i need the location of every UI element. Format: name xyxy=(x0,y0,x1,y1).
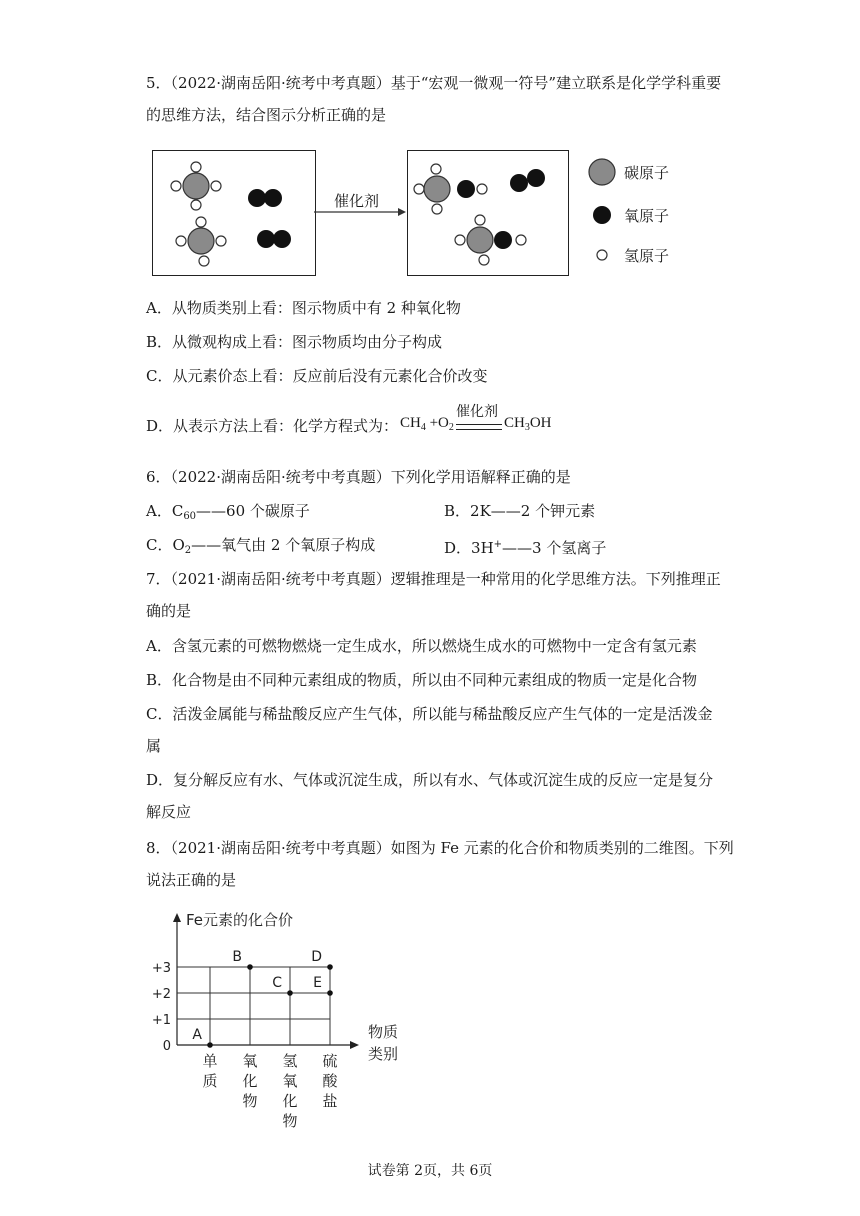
page-footer: 试卷第 2页，共 6页 xyxy=(367,1163,493,1179)
eq-sub4: 4 xyxy=(420,422,426,433)
q6-option-c xyxy=(146,535,375,561)
category-label: 氢 xyxy=(282,1052,298,1070)
q6-c-post: ——氧气由 2 个氧原子构成 xyxy=(191,536,376,554)
q6-d-sup: + xyxy=(493,539,503,550)
point-label-D: D xyxy=(311,949,322,965)
legend-oxygen-label: 氧原子 xyxy=(624,207,670,225)
x-axis-label: 类别 xyxy=(368,1045,399,1063)
q8-stem-line2: 说法正确的是 xyxy=(146,871,237,889)
category-label: 硫 xyxy=(322,1052,338,1070)
eq-plus-o: +O xyxy=(425,415,449,431)
q6-d-post: ——3 个氢离子 xyxy=(502,539,607,557)
products-box xyxy=(407,150,569,276)
point-label-B: B xyxy=(232,949,242,965)
q7-option-c-line2: 属 xyxy=(146,737,162,755)
catalyst-label: 催化剂 xyxy=(334,192,380,210)
q5-option-d xyxy=(146,416,398,436)
q5-stem-line2: 的思维方法，结合图示分析正确的是 xyxy=(146,106,387,124)
eq-equals-sign xyxy=(456,424,502,430)
category-label: 化 xyxy=(282,1092,298,1110)
q5-option-c: C．从元素价态上看：反应前后没有元素化合价改变 xyxy=(146,367,488,385)
data-point-C xyxy=(287,990,293,996)
point-label-A: A xyxy=(192,1027,202,1043)
reactants-box xyxy=(152,150,316,276)
y-axis-arrow xyxy=(173,913,181,922)
category-label: 氧 xyxy=(242,1052,258,1070)
q6-a-post: ——60 个碳原子 xyxy=(196,502,310,520)
category-label: 质 xyxy=(202,1072,218,1090)
y-tick-label: +2 xyxy=(151,987,171,1002)
y-tick-label: +1 xyxy=(151,1013,171,1028)
oxygen-molecule xyxy=(257,230,291,248)
q6-option-b: B．2K——2 个钾元素 xyxy=(444,502,596,520)
q6-d-pre: D．3H xyxy=(444,539,494,557)
q6-a-pre: A．C xyxy=(146,502,184,520)
q6-c-pre: C．O xyxy=(146,536,185,554)
q5-option-b: B．从微观构成上看：图示物质均由分子构成 xyxy=(146,333,443,351)
q7-stem-line2: 确的是 xyxy=(146,602,192,620)
oxygen-molecule xyxy=(510,169,545,192)
q7-option-a: A．含氢元素的可燃物燃烧一定生成水，所以燃烧生成水的可燃物中一定含有氢元素 xyxy=(146,637,697,655)
q7-option-d-line2: 解反应 xyxy=(146,803,192,821)
methane-molecule xyxy=(176,217,226,266)
oxygen-molecule xyxy=(248,189,282,207)
point-label-C: C xyxy=(272,975,282,991)
legend-carbon-label: 碳原子 xyxy=(624,164,670,182)
eq-rhs-oh: OH xyxy=(529,415,552,431)
reaction-diagram xyxy=(0,0,860,290)
q7-stem-line1: 7．（2021·湖南岳阳·统考中考真题）逻辑推理是一种常用的化学思维方法。下列推理正 xyxy=(146,570,721,588)
eq-ch: CH xyxy=(400,415,421,431)
category-label: 物 xyxy=(282,1112,298,1130)
q6-c-sub: 2 xyxy=(184,545,192,556)
category-label: 单 xyxy=(202,1052,218,1070)
category-label: 氧 xyxy=(282,1072,298,1090)
carbon-atom-icon xyxy=(589,159,615,185)
methane-molecule xyxy=(171,162,221,210)
methanol-molecule xyxy=(455,215,526,265)
q8-stem-line1: 8．（2021·湖南岳阳·统考中考真题）如图为 Fe 元素的化合价和物质类别的二维图。下列 xyxy=(146,839,734,857)
data-point-B xyxy=(247,964,253,970)
eq-catalyst-label: 催化剂 xyxy=(456,404,498,420)
y-tick-label: 0 xyxy=(162,1039,171,1054)
x-axis-label: 物质 xyxy=(368,1023,399,1041)
q5-option-d-prefix: D．从表示方法上看：化学方程式为： xyxy=(146,417,399,435)
q7-option-b: B．化合物是由不同种元素组成的物质，所以由不同种元素组成的物质一定是化合物 xyxy=(146,671,698,689)
category-label: 化 xyxy=(242,1072,258,1090)
eq-sub3: 3 xyxy=(524,422,530,433)
category-label: 物 xyxy=(242,1092,258,1110)
q7-option-d-line1: D．复分解反应有水、气体或沉淀生成，所以有水、气体或沉淀生成的反应一定是复分 xyxy=(146,771,714,789)
eq-product xyxy=(504,415,552,433)
oxygen-atom-icon xyxy=(593,206,611,224)
data-point-E xyxy=(327,990,333,996)
chemical-equation xyxy=(400,415,454,433)
q5-option-a: A．从物质类别上看：图示物质中有 2 种氧化物 xyxy=(146,299,461,317)
category-label: 酸 xyxy=(322,1072,338,1090)
y-axis-label: Fe元素的化合价 xyxy=(186,911,294,929)
eq-rhs-ch: CH xyxy=(504,415,525,431)
legend-hydrogen-label: 氢原子 xyxy=(624,247,670,265)
data-point-A xyxy=(207,1042,213,1048)
q6-option-d xyxy=(444,535,606,558)
q5-stem-line1: 5．（2022·湖南岳阳·统考中考真题）基于“宏观一微观一符号”建立联系是化学学科重要 xyxy=(146,74,722,92)
category-label: 盐 xyxy=(322,1092,338,1110)
hydrogen-atom-icon xyxy=(597,250,607,260)
y-tick-label: +3 xyxy=(151,961,171,976)
q6-a-sub: 60 xyxy=(183,511,197,522)
point-label-E: E xyxy=(313,975,322,991)
q7-option-c-line1: C．活泼金属能与稀盐酸反应产生气体，所以能与稀盐酸反应产生气体的一定是活泼金 xyxy=(146,705,713,723)
data-point-D xyxy=(327,964,333,970)
x-axis-arrow xyxy=(350,1041,359,1049)
eq-sub2: 2 xyxy=(448,422,454,433)
q6-stem: 6．（2022·湖南岳阳·统考中考真题）下列化学用语解释正确的是 xyxy=(146,468,571,486)
methanol-molecule xyxy=(414,164,487,214)
molecule-drawing xyxy=(0,0,860,290)
q6-option-a xyxy=(146,501,310,527)
